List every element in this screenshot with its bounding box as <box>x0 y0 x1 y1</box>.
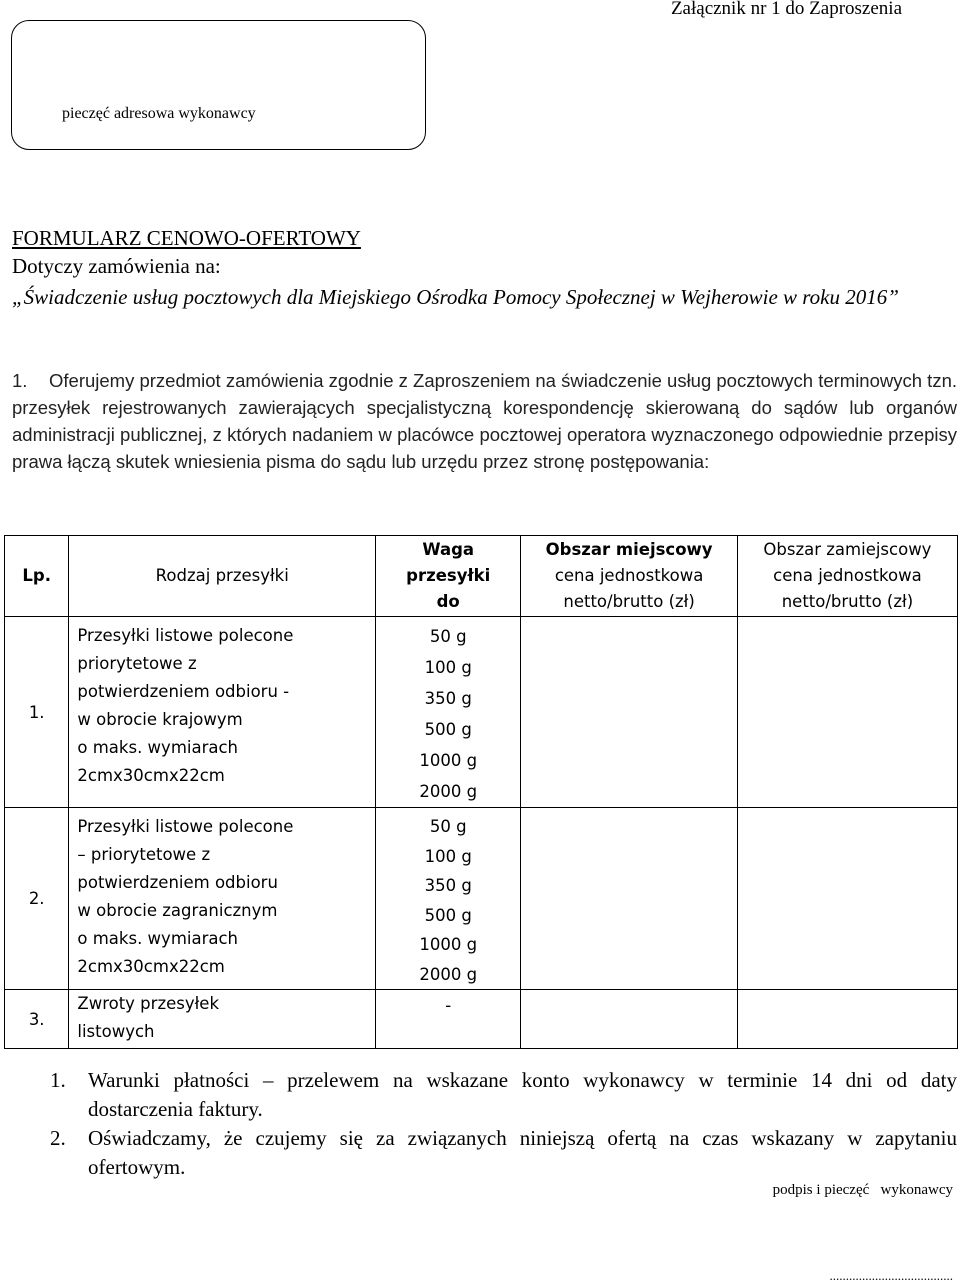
signature-line: ...................................... <box>829 1268 953 1283</box>
address-stamp-box <box>11 20 426 150</box>
weight-value: 2000 g <box>419 964 478 984</box>
desc-line: potwierdzeniem odbioru - <box>77 682 290 701</box>
row-description <box>69 617 376 808</box>
local-price-cell[interactable] <box>521 990 738 1049</box>
header-lp: Lp. <box>5 536 69 617</box>
weight-value: 500 g <box>424 720 472 739</box>
terms-number: 1. <box>50 1068 66 1092</box>
header-weight-line: przesyłki <box>406 566 491 585</box>
weight-value: - <box>445 996 452 1015</box>
header-weight-line: Waga <box>422 540 475 559</box>
desc-line: o maks. wymiarach <box>77 738 239 757</box>
stamp-label: pieczęć adresowa wykonawcy <box>62 105 256 122</box>
row-lp: 1. <box>5 617 69 808</box>
weight-value: 500 g <box>424 905 472 925</box>
row-weights <box>376 808 521 990</box>
row-description <box>69 990 376 1049</box>
nonlocal-price-cell[interactable] <box>737 617 957 808</box>
weight-value: 350 g <box>424 876 472 895</box>
desc-line: w obrocie krajowym <box>77 710 243 729</box>
header-nonlocal-price <box>737 536 957 617</box>
desc-line: priorytetowe z <box>77 654 197 673</box>
signature-label: podpis i pieczęć wykonawcy <box>772 1182 953 1198</box>
offer-number: 1. <box>12 370 28 391</box>
header-weight <box>376 536 521 617</box>
row-description <box>69 808 376 990</box>
desc-line: Zwroty przesyłek <box>77 994 220 1013</box>
weight-value: 1000 g <box>419 935 478 954</box>
terms-text: Warunki płatności – przelewem na wskazane konto wykonawcy w terminie 14 dni od daty dostarczenia faktury. <box>88 1068 957 1121</box>
nonlocal-price-cell[interactable] <box>737 990 957 1049</box>
table-row <box>5 990 958 1049</box>
offer-text: Oferujemy przedmiot zamówienia zgodnie z Zaproszeniem na świadczenie usług pocztowych terminowych tzn. przesyłek rejestrowanych zawierających specjalistyczną korespondencję skierowaną do sądów lub organów administracji publicznej, z których nadaniem w placówce pocztowej operatora wyznaczonego odpowiednie przepisy prawa łączą skutek wniesienia pisma do sądu lub urzędu przez stronę postępowania: <box>12 370 957 472</box>
table-row <box>5 617 958 808</box>
concerns-label: Dotyczy zamówienia na: <box>12 254 221 278</box>
header-local-price <box>521 536 738 617</box>
desc-line: potwierdzeniem odbioru <box>77 873 278 892</box>
nonlocal-price-cell[interactable] <box>737 808 957 990</box>
weight-value: 50 g <box>429 627 467 646</box>
weight-value: 100 g <box>424 658 472 677</box>
table-row <box>5 808 958 990</box>
header-nonlocal-line: netto/brutto (zł) <box>781 592 914 611</box>
row-weights <box>376 617 521 808</box>
row-lp: 2. <box>5 808 69 990</box>
desc-line: 2cmx30cmx22cm <box>77 766 225 785</box>
order-subject: „Świadczenie usług pocztowych dla Miejskiego Ośrodka Pomocy Społecznej w Wejherowie w roku 2016” <box>12 285 899 309</box>
desc-line: – priorytetowe z <box>77 845 211 864</box>
local-price-cell[interactable] <box>521 617 738 808</box>
desc-line: listowych <box>77 1022 155 1041</box>
header-local-line: Obszar miejscowy <box>545 540 713 559</box>
weight-value: 100 g <box>424 846 472 866</box>
weight-value: 1000 g <box>419 751 478 770</box>
terms-item <box>50 1124 957 1182</box>
document-title: FORMULARZ CENOWO-OFERTOWY <box>12 226 361 250</box>
row-lp: 3. <box>5 990 69 1049</box>
row-weights <box>376 990 521 1049</box>
weight-value: 50 g <box>429 817 467 836</box>
header-local-line: cena jednostkowa <box>554 566 704 585</box>
desc-line: w obrocie zagranicznym <box>77 901 278 920</box>
desc-line: Przesyłki listowe polecone <box>77 817 294 836</box>
header-nonlocal-line: cena jednostkowa <box>773 566 922 585</box>
header-weight-line: do <box>436 592 460 611</box>
terms-item <box>50 1066 957 1124</box>
terms-text: Oświadczamy, że czujemy się za związanych niniejszą ofertą na czas wskazany w zapytaniu ofertowym. <box>88 1126 957 1179</box>
weight-value: 350 g <box>424 689 472 708</box>
desc-line: 2cmx30cmx22cm <box>77 957 225 976</box>
desc-line: o maks. wymiarach <box>77 929 239 948</box>
offer-paragraph <box>12 367 957 475</box>
table-header-row <box>5 536 958 617</box>
price-table <box>4 535 958 1049</box>
desc-line: Przesyłki listowe polecone <box>77 626 294 645</box>
header-type: Rodzaj przesyłki <box>69 536 376 617</box>
header-local-line: netto/brutto (zł) <box>563 592 695 611</box>
terms-number: 2. <box>50 1126 66 1150</box>
weight-value: 2000 g <box>419 782 478 801</box>
terms-list <box>50 1066 957 1182</box>
header-nonlocal-line: Obszar zamiejscowy <box>763 540 932 559</box>
local-price-cell[interactable] <box>521 808 738 990</box>
annex-label: Załącznik nr 1 do Zaproszenia <box>670 0 902 19</box>
